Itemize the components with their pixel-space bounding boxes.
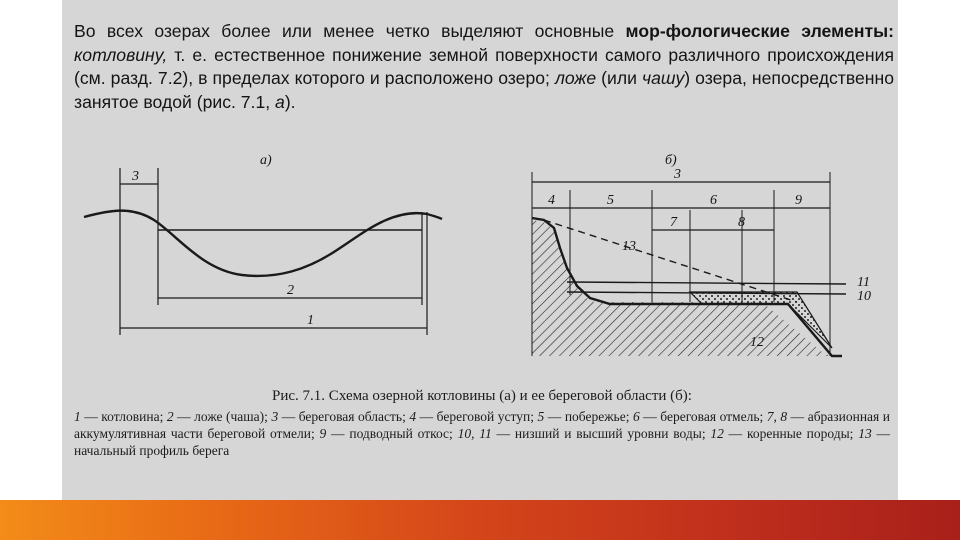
legend-text: — котловина;: [80, 409, 167, 424]
label-a-2: 2: [287, 283, 294, 298]
label-a-3: 3: [132, 169, 139, 184]
legend-num: 7, 8: [766, 409, 788, 424]
legend-num: 9: [319, 426, 327, 441]
para-text-5: ).: [284, 91, 296, 112]
low-water-line: [567, 292, 846, 294]
para-text-4: ) озера, непосредственно занятое водой (рис. 7.1,: [74, 68, 894, 112]
legend-num: 5: [537, 409, 545, 424]
para-italic-lozhe: ложе: [554, 68, 597, 89]
para-text-1: Во всех озерах более или менее четко выделяют основные: [74, 21, 626, 41]
para-text-3: (или: [596, 68, 642, 89]
legend-num: 4: [409, 409, 417, 424]
caption-title: Рис. 7.1. Схема озерной котловины (а) и ее береговой области (б):: [272, 388, 692, 404]
para-italic-kotlovina: котловину,: [74, 44, 168, 65]
high-water-line: [567, 282, 846, 284]
label-b-11: 11: [857, 275, 870, 290]
label-b-8: 8: [738, 215, 745, 230]
legend-num: 1: [74, 409, 81, 424]
para-bold-term: мор-фологические элементы:: [625, 21, 894, 41]
label-b-6: 6: [710, 193, 717, 208]
label-b-5: 5: [607, 193, 614, 208]
legend-text: — коренные породы;: [723, 426, 859, 441]
legend-num: 13: [858, 426, 872, 441]
lake-diagram-figure: [62, 150, 898, 380]
label-b-3: 3: [674, 167, 681, 182]
label-b-4: 4: [548, 193, 555, 208]
legend-text: — береговая отмель;: [639, 409, 767, 424]
legend-num: 12: [710, 426, 724, 441]
label-a-1: 1: [307, 313, 314, 328]
panel-b-diagram: [532, 153, 871, 356]
legend-text: — абразионная и аккумулятивная части береговой отмели;: [74, 409, 891, 441]
figure-caption: [74, 386, 890, 459]
label-b-9: 9: [795, 193, 802, 208]
legend-text: — подводный откос;: [326, 426, 458, 441]
label-b-10: 10: [857, 289, 871, 304]
legend-text: — побережье;: [544, 409, 633, 424]
legend-num: 10, 11: [457, 426, 492, 441]
legend-num: 3: [271, 409, 279, 424]
panel-a-label: а): [260, 153, 272, 168]
legend-text: — начальный профиль берега: [74, 426, 891, 458]
para-italic-a: а: [275, 91, 285, 112]
legend-num: 6: [632, 409, 640, 424]
legend-num: 2: [166, 409, 174, 424]
caption-legend: [74, 408, 890, 459]
legend-text: — береговой уступ;: [416, 409, 538, 424]
para-text-2: т. е. естественное понижение земной поверхности самого различного происхождения (см. разд. 7.2), в пределах которого и расположено озеро;: [74, 44, 894, 89]
label-b-12: 12: [750, 335, 764, 350]
panel-b-label: б): [665, 153, 677, 168]
para-italic-chasha: чашу: [642, 68, 685, 89]
slide-footer-gradient-bar: [0, 500, 960, 540]
label-b-13: 13: [622, 239, 636, 254]
bedrock-hatch: [532, 220, 830, 356]
basin-profile-curve: [84, 211, 442, 276]
body-paragraph: [74, 20, 894, 114]
panel-a-diagram: [84, 153, 442, 335]
label-b-7: 7: [670, 215, 677, 230]
legend-text: — береговая область;: [278, 409, 410, 424]
scanned-page: [62, 0, 898, 500]
legend-text: — ложе (чаша);: [173, 409, 272, 424]
legend-text: — низший и высший уровни воды;: [491, 426, 711, 441]
